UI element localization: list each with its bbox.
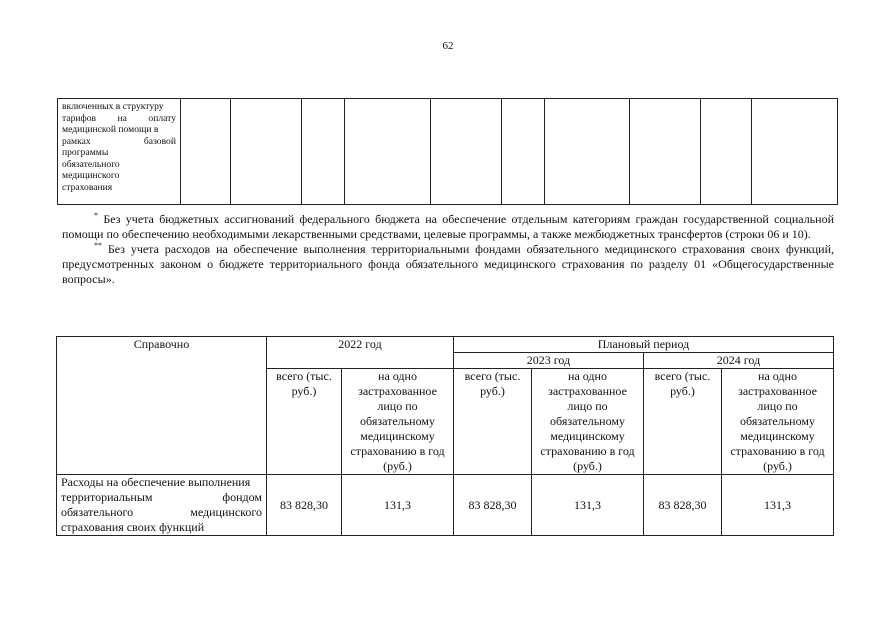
- row-label: [57, 475, 267, 536]
- reference-table: [56, 336, 834, 536]
- fragment-line: медицинской помощи в: [62, 124, 159, 135]
- footnotes: [62, 212, 834, 287]
- footnote-text: Без учета расходов на обеспечение выполнения территориальными фондами обязательного медицинского страхования своих функций, предусмотренных законом о бюджете территориального фонда обязательного медицинского страхования по разделу 01 «Общегосударственные вопросы».: [62, 242, 834, 286]
- empty-cell: [701, 99, 752, 205]
- fragment-line: программы: [62, 147, 109, 158]
- table-row: [57, 475, 834, 536]
- empty-cell: [545, 99, 630, 205]
- header-total: всего (тыс. руб.): [454, 369, 532, 475]
- header-year-2024: 2024 год: [644, 353, 834, 369]
- header-per-person: на одно застрахованное лицо по обязательному медицинскому страхованию в год (руб.): [722, 369, 834, 475]
- value-2022-per-person: 131,3: [342, 475, 454, 536]
- fragment-line: рамках базовой: [62, 135, 176, 147]
- fragment-line: страхования: [62, 181, 113, 193]
- row-label-line: страхования своих функций: [61, 520, 205, 534]
- empty-cell: [345, 99, 431, 205]
- empty-cell: [431, 99, 502, 205]
- header-label: Справочно: [57, 337, 267, 475]
- value-2024-per-person: 131,3: [722, 475, 834, 536]
- value-2023-total: 83 828,30: [454, 475, 532, 536]
- fragment-first-cell: [58, 99, 181, 205]
- empty-cell: [231, 99, 302, 205]
- empty-cell: [302, 99, 345, 205]
- page-number: 62: [442, 40, 454, 52]
- footnote-mark: *: [94, 211, 98, 220]
- header-per-person: на одно застрахованное лицо по обязательному медицинскому страхованию в год (руб.): [342, 369, 454, 475]
- header-per-person: на одно застрахованное лицо по обязательному медицинскому страхованию в год (руб.): [532, 369, 644, 475]
- footnote-mark: **: [94, 241, 102, 250]
- value-2023-per-person: 131,3: [532, 475, 644, 536]
- header-year-2022: 2022 год: [267, 337, 454, 369]
- fragment-row: [58, 99, 838, 205]
- header-year-2023: 2023 год: [454, 353, 644, 369]
- fragment-line: обязательного: [62, 158, 120, 170]
- footnote-text: Без учета бюджетных ассигнований федерального бюджета на обеспечение отдельным категориям граждан государственной социальной помощи по обеспечению необходимыми лекарственными средствами, целевые программы, а также межбюджетных трансфертов (строки 06 и 10).: [62, 212, 834, 241]
- header-planned-period: Плановый период: [454, 337, 834, 353]
- value-2024-total: 83 828,30: [644, 475, 722, 536]
- fragment-line: включенных в структуру: [62, 101, 164, 112]
- footnote-1: [62, 212, 834, 242]
- fragment-line: тарифов на оплату: [62, 112, 176, 124]
- value-2022-total: 83 828,30: [267, 475, 342, 536]
- row-label-line: Расходы на обеспечение выполнения: [61, 475, 251, 489]
- header-total: всего (тыс. руб.): [267, 369, 342, 475]
- empty-cell: [181, 99, 231, 205]
- empty-cell: [502, 99, 545, 205]
- row-label-line: территориальным фондом: [61, 490, 262, 504]
- header-total: всего (тыс. руб.): [644, 369, 722, 475]
- empty-cell: [752, 99, 838, 205]
- footnote-2: [62, 242, 834, 287]
- header-row-1: [57, 337, 834, 353]
- empty-cell: [630, 99, 701, 205]
- fragment-line: медицинского: [62, 170, 120, 181]
- row-label-line: обязательного медицинского: [61, 505, 262, 519]
- fragment-table: [57, 98, 838, 205]
